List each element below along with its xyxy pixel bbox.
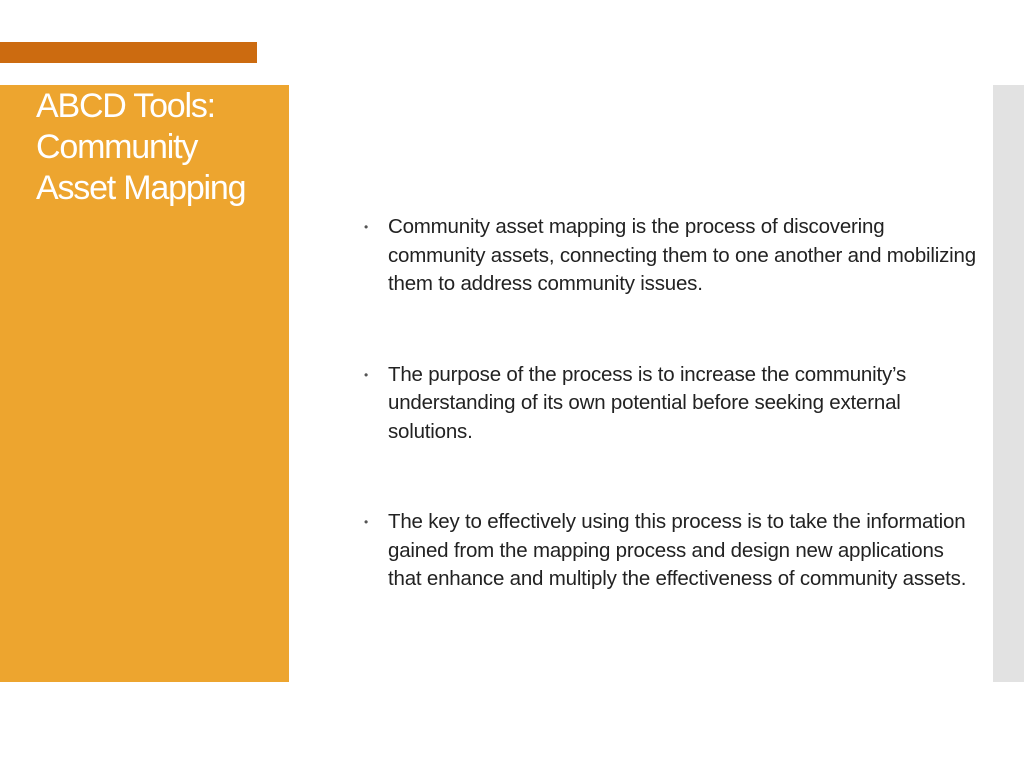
side-strip [993,85,1024,682]
bullet-dot-icon: • [364,515,369,529]
accent-bar [0,42,257,63]
bullet-text: The key to effectively using this process is to take the information gained from the mapping process and design new applications that enhance and multiply the effectiveness of community assets. [388,510,967,590]
bullet-dot-icon: • [364,367,369,382]
bullet-item [362,213,977,299]
bullet-text: The purpose of the process is to increase the community’s understanding of its own potential before seeking external solutions. [388,362,907,443]
bullet-dot-icon: • [364,220,369,234]
title-line-2: Community [36,128,198,166]
bullet-item [362,361,977,447]
slide-title [36,86,276,209]
bullet-item [362,508,977,594]
title-line-3: Asset Mapping [36,169,246,207]
bullet-list [362,213,977,594]
title-line-1: ABCD Tools: [36,87,215,125]
bullet-text: Community asset mapping is the process of discovering community assets, connecting them to one another and mobilizing them to address community issues. [388,215,976,295]
